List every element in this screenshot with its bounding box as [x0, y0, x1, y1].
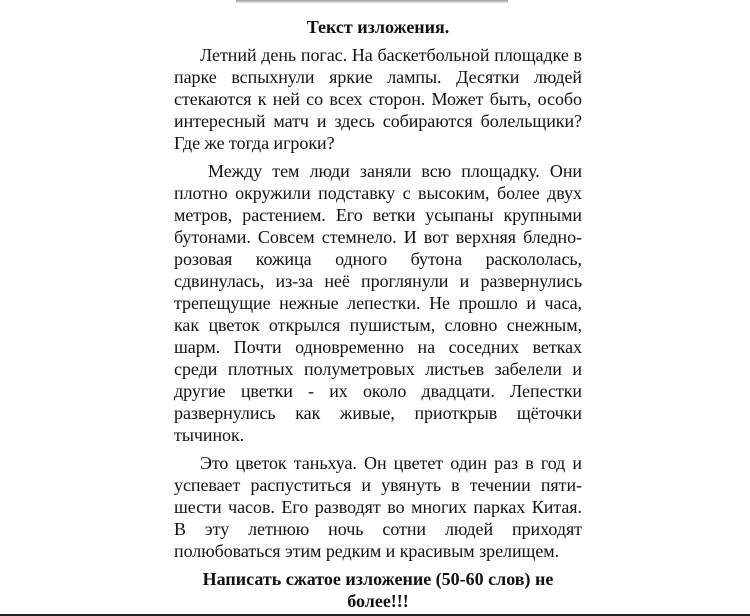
document-body: [174, 44, 582, 568]
document-title: Текст изложения.: [306, 17, 450, 37]
paragraph-3: Это цветок таньхуа. Он цветет один раз в год и успевает распуститься и увянуть в течении пяти-шести часов. Его разводят во многих парках Китая. В эту летнюю ночь сотни людей приходят полюбоваться этим редким и красивым зрелищем.: [174, 453, 582, 561]
paragraph-2: Между тем люди заняли всю площадку. Они плотно окружили подставку с высоким, более двух метров, растением. Его ветки усыпаны крупными бутонами. Совсем стемнело. И вот верхняя бледно-розовая кожица одного бутона раскололась, сдвинулась, из-за неё проглянули и развернулись трепещущие нежные лепестки. Не прошло и часа, как цветок открылся пушистым, словно снежным, шарм. Почти одновременно на соседних ветках среди плотных полуметровых листьев забелели и другие цветки - их около двадцати. Лепестки развернулись как живые, приоткрыв щёточки тычинок.: [174, 161, 582, 445]
paragraph-1: Летний день погас. На баскетбольной площадке в парке вспыхнули яркие лампы. Десятки людей стекаются к ней со всех сторон. Может быть, особо интересный матч и здесь собираются болельщики? Где же тогда игроки?: [174, 45, 582, 153]
top-edge-line: [236, 0, 508, 3]
task-instruction: Написать сжатое изложение (50-60 слов) не более!!!: [202, 569, 554, 611]
